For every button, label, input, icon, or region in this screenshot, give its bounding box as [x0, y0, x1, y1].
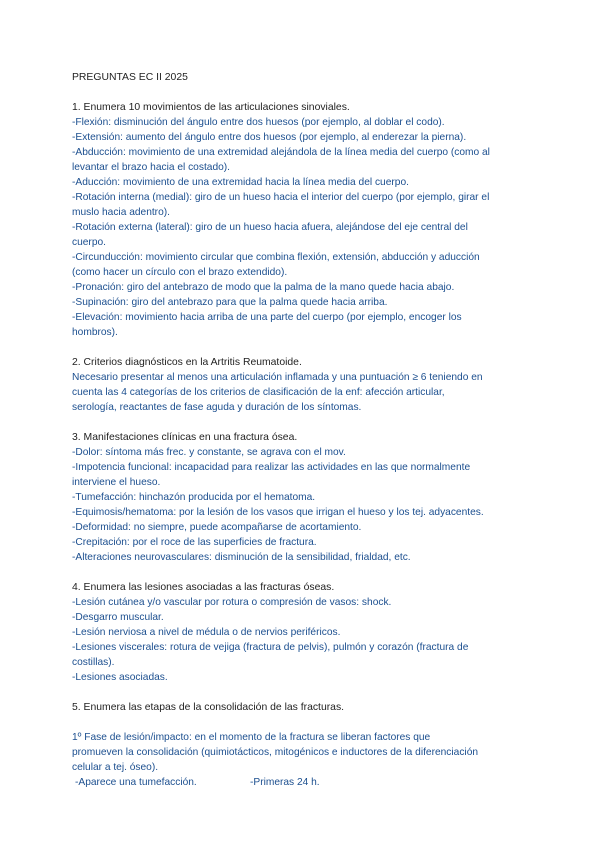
answer-line: -Abducción: movimiento de una extremidad alejándola de la línea media del cuerpo (como al: [72, 147, 490, 158]
stage-detail-right: -Primeras 24 h.: [250, 777, 320, 788]
question-3-heading: 3. Manifestaciones clínicas en una fractura ósea.: [72, 432, 298, 443]
question-5: [72, 700, 532, 790]
answer-line: muslo hacia adentro).: [72, 207, 170, 218]
answer-line: -Rotación interna (medial): giro de un hueso hacia el interior del cuerpo (por ejemplo, girar el: [72, 192, 490, 203]
document-title: PREGUNTAS EC II 2025: [72, 72, 188, 83]
answer-line: promueven la consolidación (quimiotácticos, mitogénicos e inductores de la diferenciación: [72, 747, 479, 758]
answer-line: 1º Fase de lesión/impacto: en el momento de la fractura se liberan factores que: [72, 732, 431, 743]
answer-line: hombros).: [72, 327, 118, 338]
answer-line: -Lesión nerviosa a nivel de médula o de nervios periféricos.: [72, 627, 341, 638]
answer-line: -Lesiones asociadas.: [72, 672, 168, 683]
answer-line: -Extensión: aumento del ángulo entre dos huesos (por ejemplo, al enderezar la pierna).: [72, 132, 467, 143]
answer-line: -Aducción: movimiento de una extremidad hacia la línea media del cuerpo.: [72, 177, 409, 188]
question-1: [72, 100, 532, 340]
stage-detail-left: -Aparece una tumefacción.: [75, 777, 197, 788]
question-4-heading: 4. Enumera las lesiones asociadas a las fracturas óseas.: [72, 582, 335, 593]
answer-line: -Desgarro muscular.: [72, 612, 164, 623]
answer-line: -Impotencia funcional: incapacidad para realizar las actividades en las que normalmente: [72, 462, 471, 473]
answer-line: -Deformidad: no siempre, puede acompañarse de acortamiento.: [72, 522, 362, 533]
question-1-heading: 1. Enumera 10 movimientos de las articulaciones sinoviales.: [72, 102, 350, 113]
answer-line: cuenta las 4 categorías de los criterios de clasificación de la enf: afección articular,: [72, 387, 445, 398]
answer-line: -Dolor: síntoma más frec. y constante, se agrava con el mov.: [72, 447, 346, 458]
answer-line: -Tumefacción: hinchazón producida por el hematoma.: [72, 492, 316, 503]
answer-line: -Rotación externa (lateral): giro de un hueso hacia afuera, alejándose del eje central del: [72, 222, 468, 233]
answer-line: -Lesiones viscerales: rotura de vejiga (fractura de pelvis), pulmón y corazón (fractura de: [72, 642, 469, 653]
answer-line: -Equimosis/hematoma: por la lesión de los vasos que irrigan el hueso y los tej. adyacentes.: [72, 507, 484, 518]
answer-line: -Pronación: giro del antebrazo de modo que la palma de la mano quede hacia abajo.: [72, 282, 455, 293]
question-5-heading: 5. Enumera las etapas de la consolidación de las fracturas.: [72, 702, 345, 713]
answer-line: -Supinación: giro del antebrazo para que la palma quede hacia arriba.: [72, 297, 388, 308]
answer-line: costillas).: [72, 657, 115, 668]
question-4: [72, 580, 532, 685]
document-page: [72, 70, 532, 805]
answer-line: levantar el brazo hacia el costado).: [72, 162, 230, 173]
question-2: [72, 355, 532, 415]
answer-line: -Crepitación: por el roce de las superficies de fractura.: [72, 537, 317, 548]
answer-line: -Alteraciones neurovasculares: disminución de la sensibilidad, frialdad, etc.: [72, 552, 411, 563]
stage-detail-row: [72, 775, 532, 790]
answer-line: Necesario presentar al menos una articulación inflamada y una puntuación ≥ 6 teniendo en: [72, 372, 483, 383]
answer-line: serología, reactantes de fase aguda y duración de los síntomas.: [72, 402, 362, 413]
answer-line: celular a tej. óseo).: [72, 762, 159, 773]
answer-line: -Circunducción: movimiento circular que combina flexión, extensión, abducción y aducción: [72, 252, 480, 263]
answer-line: -Flexión: disminución del ángulo entre dos huesos (por ejemplo, al doblar el codo).: [72, 117, 445, 128]
answer-line: -Elevación: movimiento hacia arriba de una parte del cuerpo (por ejemplo, encoger los: [72, 312, 462, 323]
question-2-heading: 2. Criterios diagnósticos en la Artritis Reumatoide.: [72, 357, 302, 368]
answer-line: (como hacer un círculo con el brazo extendido).: [72, 267, 288, 278]
spacer: [72, 715, 532, 730]
answer-line: -Lesión cutánea y/o vascular por rotura o compresión de vasos: shock.: [72, 597, 392, 608]
question-3: [72, 430, 532, 565]
answer-line: cuerpo.: [72, 237, 106, 248]
answer-line: interviene el hueso.: [72, 477, 161, 488]
